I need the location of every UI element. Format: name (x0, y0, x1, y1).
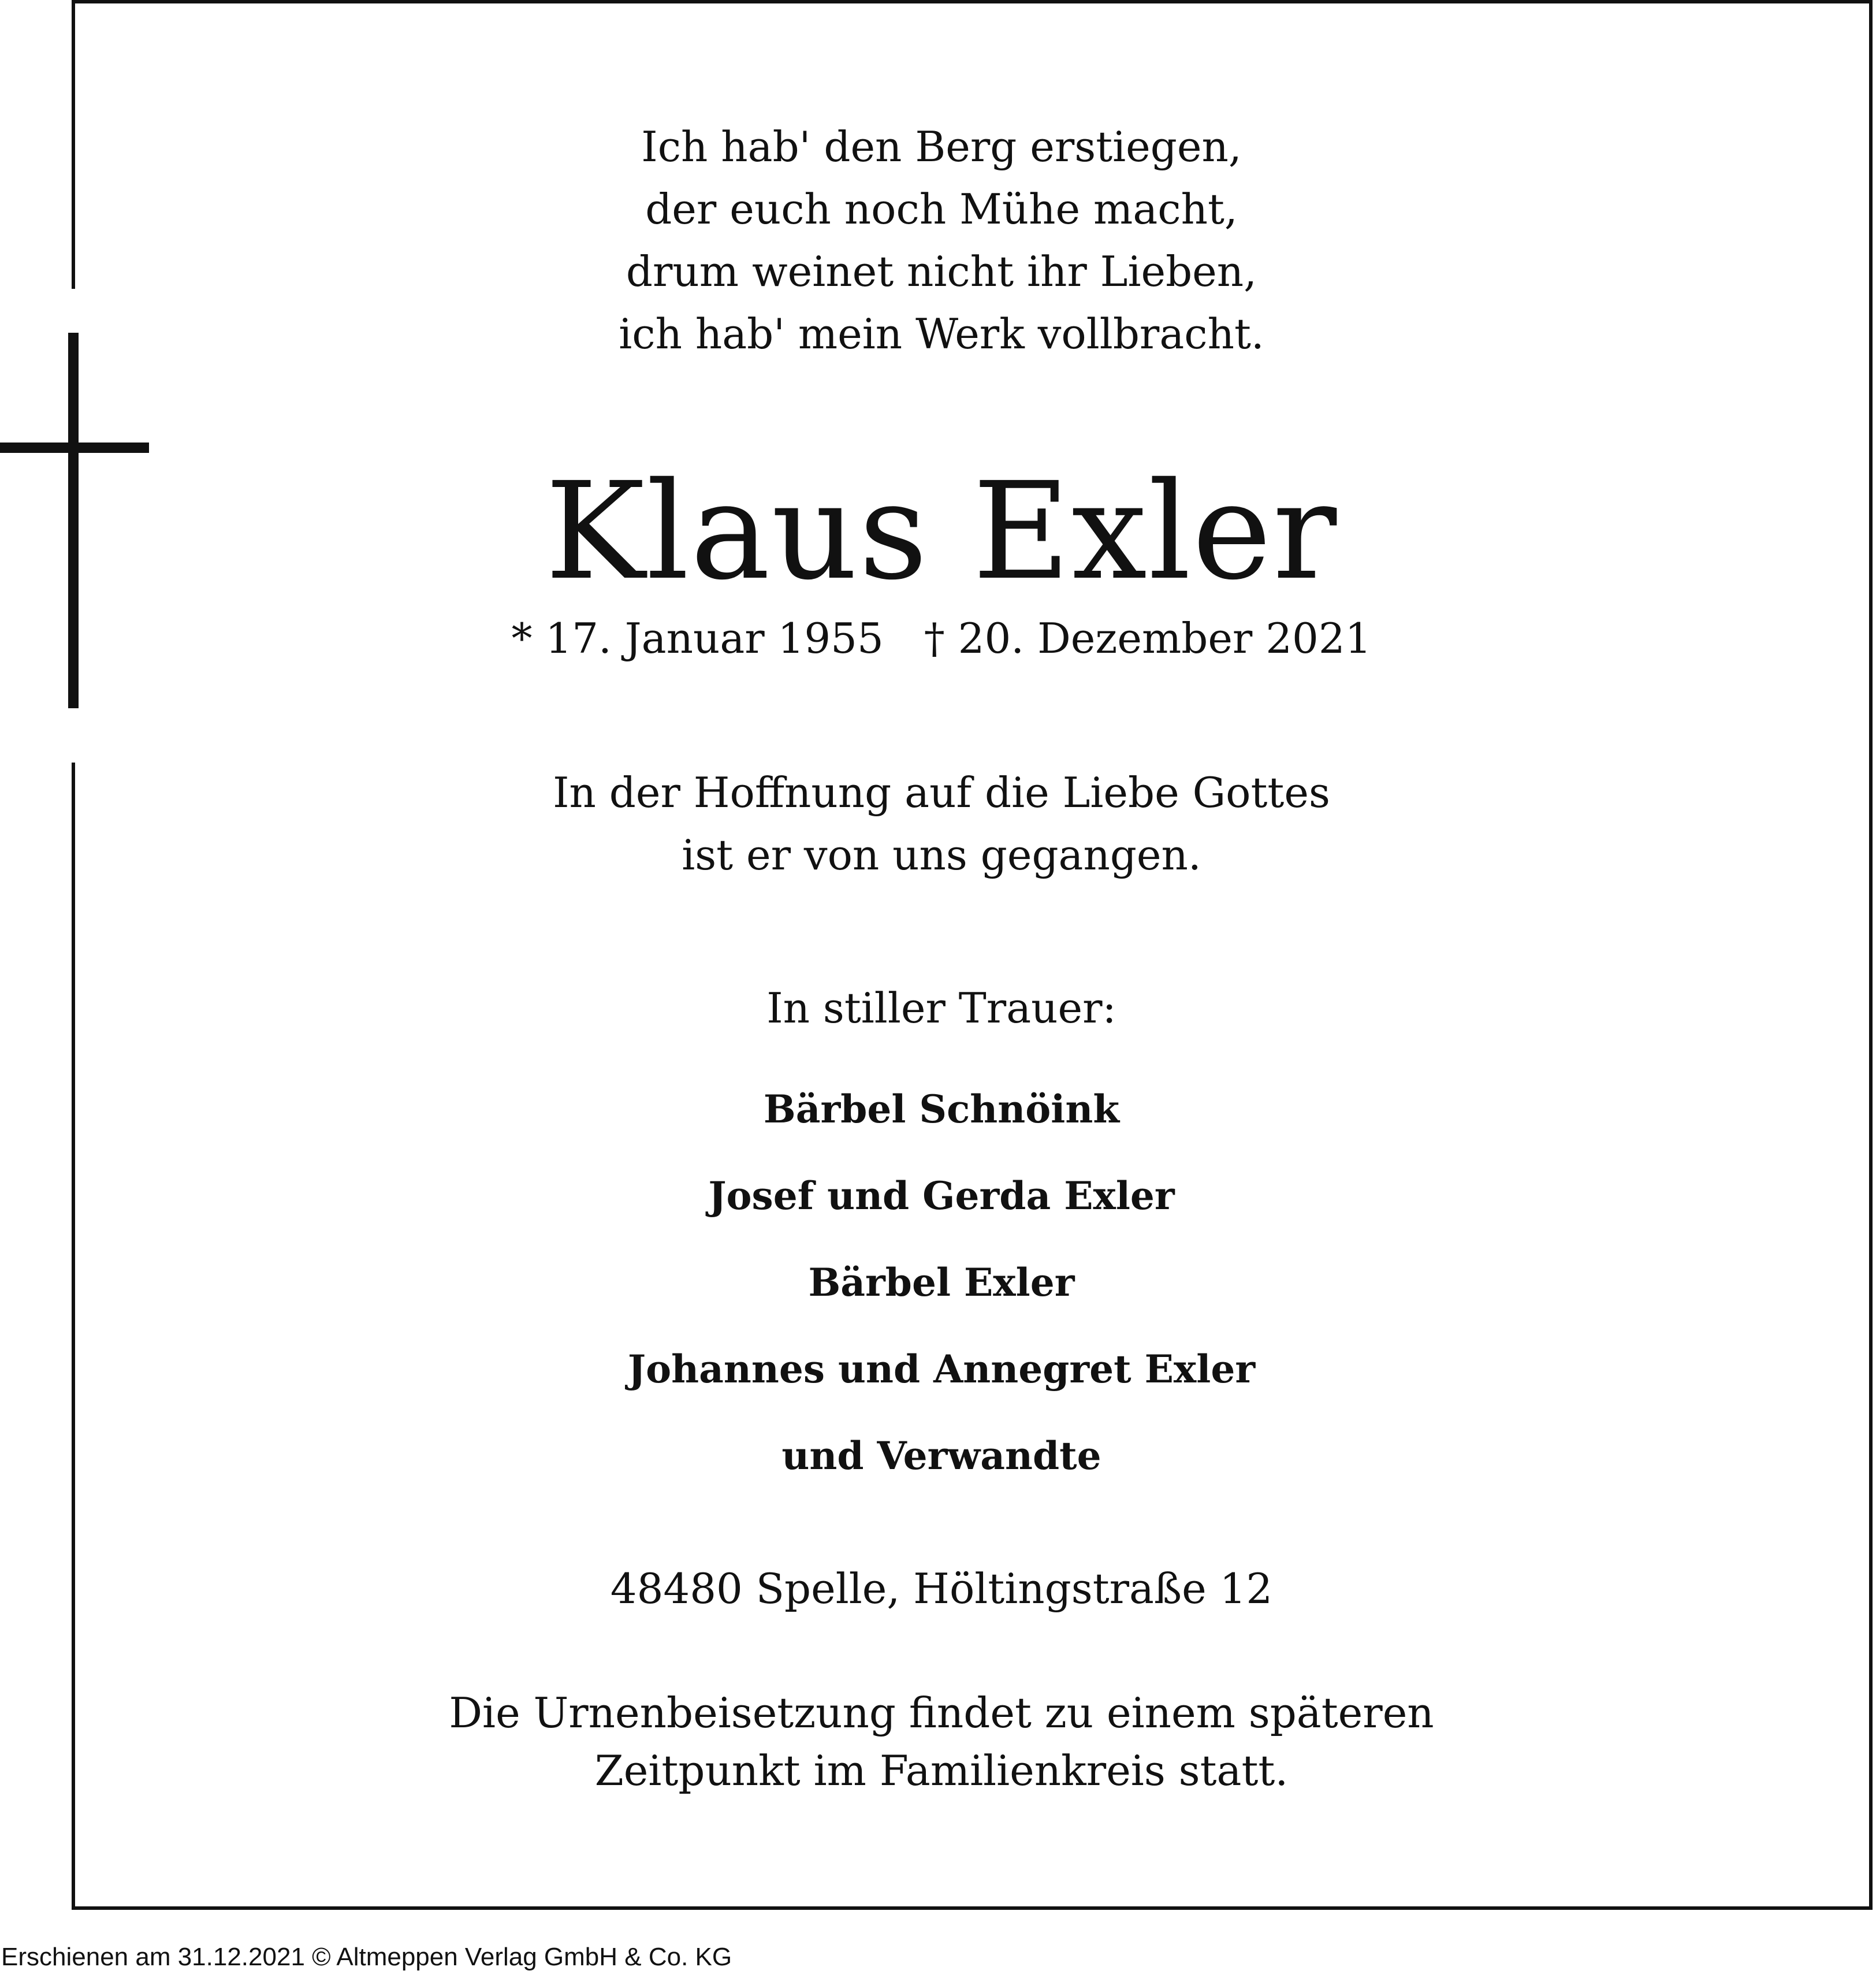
burial-line: Die Urnenbeisetzung findet zu einem späteren (449, 1689, 1434, 1737)
hope-line: ist er von uns gegangen. (682, 831, 1201, 879)
burial-notice (75, 1684, 1808, 1799)
poem-line: drum weinet nicht ihr Lieben, (626, 247, 1257, 296)
frame-border-top (72, 0, 1873, 3)
poem-line: Ich hab' den Berg erstiegen, (641, 122, 1242, 171)
mourner-name: Josef und Gerda Exler (708, 1173, 1175, 1218)
mourner-name: und Verwandte (781, 1433, 1101, 1478)
mourner-name: Johannes und Annegret Exler (627, 1347, 1256, 1392)
poem-line: ich hab' mein Werk vollbracht. (619, 310, 1264, 358)
mourner-name: Bärbel Exler (808, 1260, 1075, 1305)
poem (75, 116, 1808, 365)
burial-line: Zeitpunkt im Familienkreis statt. (594, 1746, 1289, 1795)
address: 48480 Spelle, Höltingstraße 12 (610, 1564, 1273, 1613)
publication-footer: Erschienen am 31.12.2021 © Altmeppen Verlag GmbH & Co. KG (1, 1943, 732, 1971)
frame-border-bottom (72, 1906, 1873, 1910)
life-dates (75, 609, 1808, 667)
deceased-name: Klaus Exler (545, 453, 1338, 609)
death-date: † 20. Dezember 2021 (924, 614, 1372, 663)
mourners-list (75, 1066, 1808, 1499)
birth-date: * 17. Januar 1955 (511, 614, 884, 663)
mourning-heading: In stiller Trauer: (766, 984, 1116, 1032)
hope-line: In der Hoffnung auf die Liebe Gottes (553, 768, 1330, 817)
mourner-name: Bärbel Schnöink (763, 1087, 1120, 1132)
poem-line: der euch noch Mühe macht, (645, 185, 1238, 233)
hope-text (75, 761, 1808, 886)
frame-border-right (1869, 0, 1873, 1910)
